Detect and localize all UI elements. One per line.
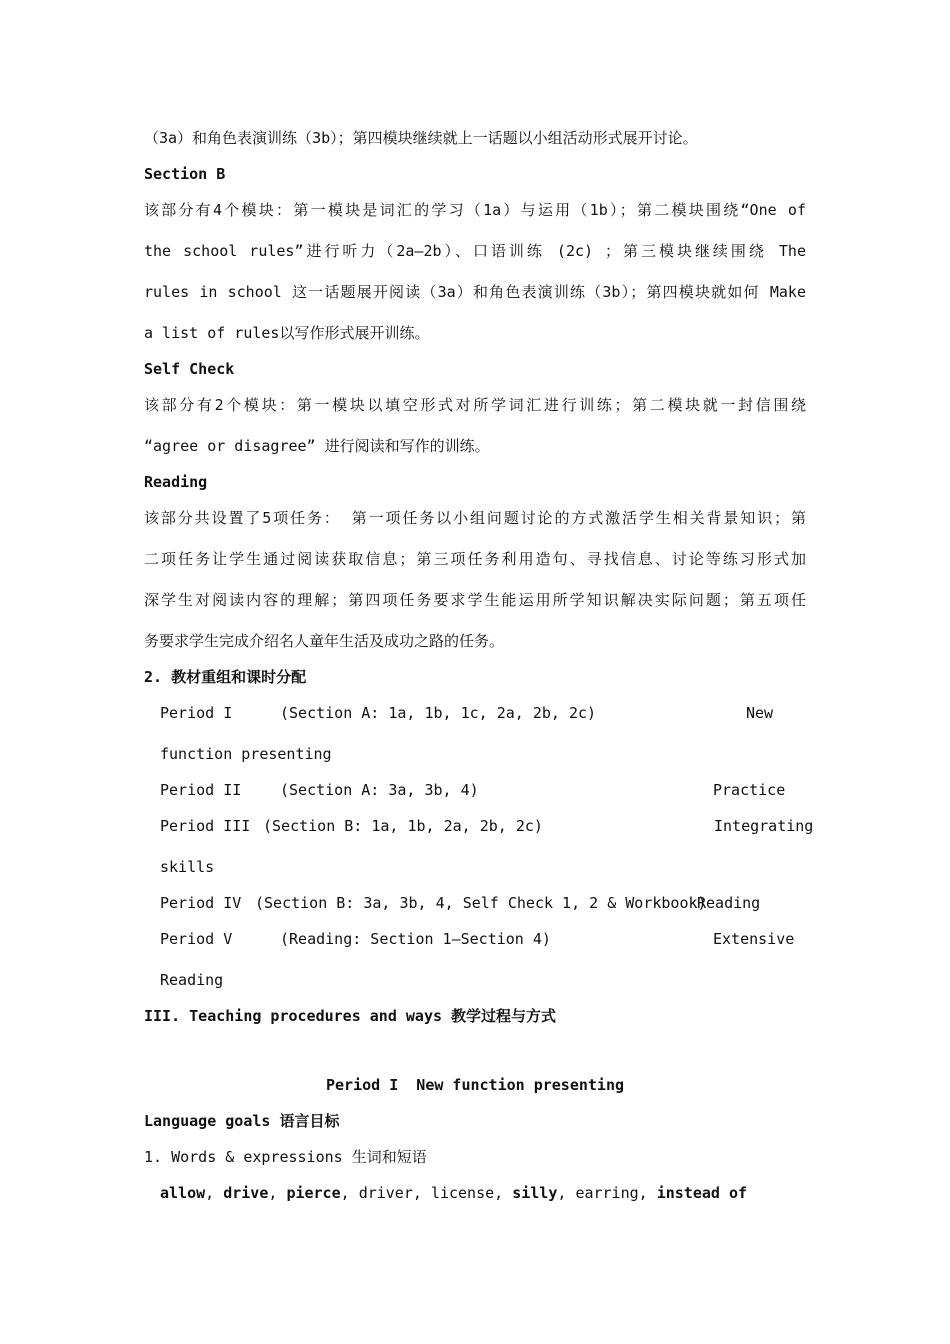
- language-goals-heading: Language goals 语言目标: [144, 1112, 340, 1130]
- period-type: Reading: [697, 894, 761, 912]
- separator: ,: [557, 1184, 576, 1202]
- self-check-heading: Self Check: [144, 360, 235, 378]
- word: silly: [512, 1184, 558, 1202]
- text-line: the school rules”进行听力（2a—2b）、口语训练 (2c) ；第三模块继续围绕 The: [144, 242, 806, 260]
- period-label: Period I: [160, 704, 233, 722]
- text-line: 该部分有4个模块：第一模块是词汇的学习（1a）与运用（1b）；第二模块围绕“One of: [144, 201, 806, 219]
- period-type: Integrating: [714, 817, 814, 835]
- period-content: (Reading: Section 1—Section 4): [280, 930, 551, 948]
- section-2-heading: 2. 教材重组和课时分配: [144, 668, 307, 686]
- word: license: [430, 1184, 495, 1202]
- word: driver: [358, 1184, 413, 1202]
- separator: ,: [494, 1184, 513, 1202]
- text-line: 该部分有2个模块：第一模块以填空形式对所学词汇进行训练；第二模块就一封信围绕: [144, 396, 806, 414]
- teaching-procedures-heading: III. Teaching procedures and ways 教学过程与方式: [144, 1007, 557, 1025]
- period-label: Period II: [160, 781, 242, 799]
- period-label: Period III: [160, 817, 251, 835]
- word: drive: [223, 1184, 269, 1202]
- separator: ,: [268, 1184, 287, 1202]
- text-line: 该部分共设置了5项任务： 第一项任务以小组问题讨论的方式激活学生相关背景知识；第: [144, 509, 806, 527]
- period-content: (Section B: 1a, 1b, 2a, 2b, 2c): [263, 817, 543, 835]
- text-line: 深学生对阅读内容的理解；第四项任务要求学生能运用所学知识解决实际问题；第五项任: [144, 591, 806, 609]
- word-list: [160, 1183, 747, 1203]
- text-line: a list of rules以写作形式展开训练。: [144, 324, 430, 342]
- text-line: “agree or disagree” 进行阅读和写作的训练。: [144, 437, 490, 455]
- text-line: （3a）和角色表演训练（3b）；第四模块继续就上一话题以小组活动形式展开讨论。: [144, 129, 698, 147]
- separator: ,: [205, 1184, 224, 1202]
- separator: ,: [340, 1184, 359, 1202]
- period-title: Period I New function presenting: [325, 1076, 624, 1094]
- period-type-cont: Reading: [160, 971, 224, 989]
- period-label: Period V: [160, 930, 233, 948]
- word: earring: [575, 1184, 639, 1202]
- word: allow: [160, 1184, 206, 1202]
- reading-heading: Reading: [144, 473, 208, 491]
- text-line: rules in school 这一话题展开阅读（3a）和角色表演训练（3b）；第四模块就如何 Make: [144, 283, 806, 301]
- separator: ,: [638, 1184, 657, 1202]
- period-type: Practice: [713, 781, 786, 799]
- section-b-heading: Section B: [144, 165, 226, 183]
- word: pierce: [286, 1184, 341, 1202]
- period-type-cont: skills: [160, 858, 215, 876]
- period-content: (Section A: 1a, 1b, 1c, 2a, 2b, 2c): [280, 704, 597, 722]
- period-content: (Section A: 3a, 3b, 4): [280, 781, 479, 799]
- period-content: (Section B: 3a, 3b, 4, Self Check 1, 2 & Workbook): [255, 894, 707, 912]
- text-line: 二项任务让学生通过阅读获取信息；第三项任务利用造句、寻找信息、讨论等练习形式加: [144, 550, 806, 568]
- period-label: Period IV: [160, 894, 242, 912]
- period-type-cont: function presenting: [160, 745, 332, 763]
- word: instead of: [656, 1184, 748, 1202]
- text-line: 务要求学生完成介绍名人童年生活及成功之路的任务。: [144, 632, 505, 650]
- separator: ,: [412, 1184, 431, 1202]
- period-type: New: [746, 704, 774, 722]
- period-type: Extensive: [713, 930, 795, 948]
- words-expressions-heading: 1. Words & expressions 生词和短语: [144, 1148, 427, 1166]
